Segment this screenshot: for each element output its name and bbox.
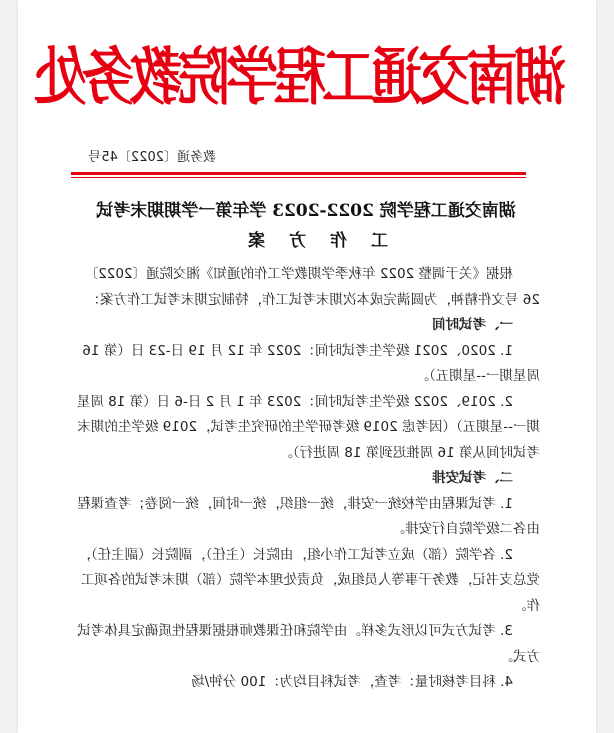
intro-paragraph: 根据《关于调整 2022 年秋季学期教学工作的通知》湘交院通〔2022〕26 号文件精神，为圆满完成本次期末考试工作，特制定期末考试工作方案： bbox=[84, 266, 540, 308]
issuing-office-header: 湖南交通工程学院教务处 bbox=[37, 40, 566, 114]
document-title bbox=[56, 196, 556, 256]
arrangement-item-3: 3. 考试方式可以形式多样。由学院和任课教师根据课程性质确定具体考试方式。 bbox=[77, 623, 540, 665]
title-line-2: 工作方案 bbox=[224, 231, 388, 251]
document-body bbox=[76, 262, 540, 696]
arrangement-item-1: 1. 考试课程由学校统一安排，统一组织，统一时间，统一阅卷；考查课程由各二级学院自行安排。 bbox=[77, 495, 540, 537]
red-separator-thin-line bbox=[71, 177, 526, 178]
section-heading-exam-time: 一、考试时间 bbox=[432, 317, 513, 333]
red-separator-line bbox=[71, 172, 526, 175]
mirrored-content bbox=[18, 0, 596, 733]
arrangement-item-4: 4. 科目考核时量：考查，考试科目均为：100 分钟/场 bbox=[191, 674, 513, 690]
section-heading-exam-arrangement: 二、考试安排 bbox=[432, 470, 513, 486]
title-line-1: 湖南交通工程学院 2022-2023 学年第一学期期末考试 bbox=[96, 201, 516, 221]
exam-time-item-2: 2. 2019、2022 级学生考试时间：2023 年 1 月 2 日-6 日（第 18 周星期一--星期五）（因考虑 2019 级考研学生的研究生考试，2019 级学生的期末考试时间从第 16 周推迟到第 18 周进行）。 bbox=[76, 393, 540, 461]
arrangement-item-2: 2. 各学院（部）成立考试工作小组，由院长（主任），副院长（副主任），党总支书记，教务干事等人员组成，负责处理本学院（部）期末考试的各项工作。 bbox=[77, 546, 540, 614]
document-page bbox=[18, 0, 596, 733]
document-number: 教务通〔2022〕45号 bbox=[88, 150, 216, 165]
exam-time-item-1: 1. 2020、2021 级学生考试时间：2022 年 12 月 19 日-23 日（第 16 周星期一--星期五）。 bbox=[82, 342, 540, 384]
